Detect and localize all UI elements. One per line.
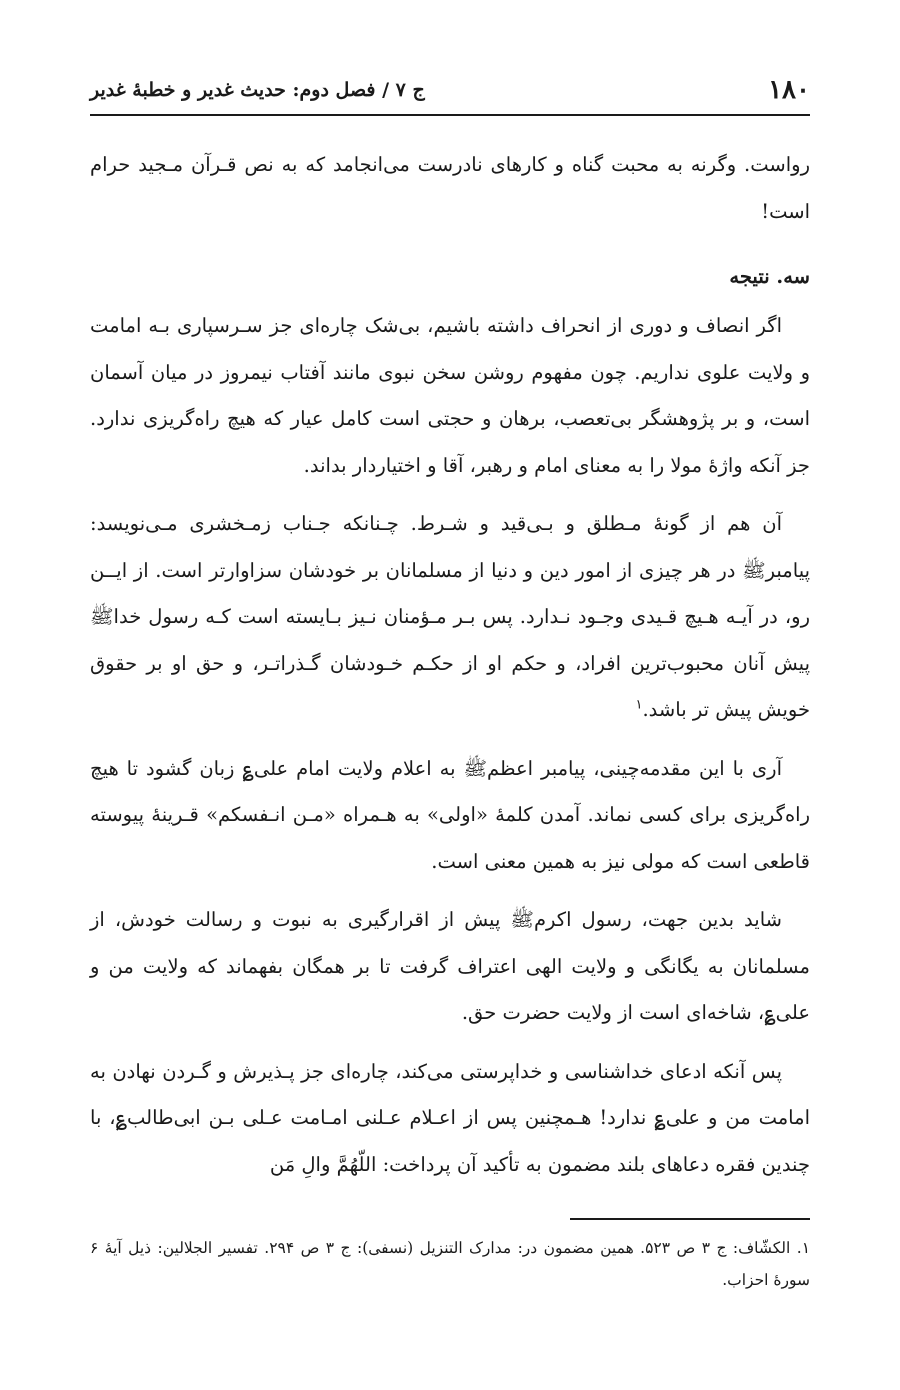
running-title: ج ۷ / فصل دوم: حدیث غدیر و خطبهٔ غدیر bbox=[90, 79, 425, 101]
paragraph-acknowledgment: شاید بدین جهت، رسول اکرم‌ﷺ پیش از اقرارگیری به نبوت و رسالت خودش، از مسلمانان به یگانگی و ولایت الهی اعتراف گرفت تا بر همگان بفهماند که ولایت من و علی‌؏، شاخه‌ای است از ولایت حضرت حق. bbox=[90, 908, 810, 1024]
paragraph-continuation: رواست. وگرنه به محبت گناه و کارهای نادرست می‌انجامد که به نص قـرآن مـجید حرام است! bbox=[90, 153, 810, 223]
paragraph-zamakhshari bbox=[90, 501, 810, 734]
running-head bbox=[90, 70, 810, 110]
paragraph-conclusion: اگر انصاف و دوری از انحراف داشته باشیم، بی‌شک چاره‌ای جز سـرسپاری بـه امامت و ولایت علوی نداریم. چون مفهوم روشن سخن نبوی مانند آفتاب نیمروز در میان آسمان است، و بر پژوهشگر بی‌تعصب، برهان و حجتی است کامل عیار که هیچ راه‌گریزی ندارد. جز آنکه واژهٔ مولا را به معنای امام و رهبر، آقا و اختیاردار بداند. bbox=[90, 314, 810, 477]
footnote-marker: ۱ bbox=[635, 697, 643, 713]
footnote: ۱. الکشّاف: ج ۳ ص ۵۲۳. همین مضمون در: مدارک التنزیل (نسفی): ج ۳ ص ۲۹۴. تفسیر الجلالین: ذیل آیهٔ ۶ سورهٔ احزاب. bbox=[90, 1239, 811, 1289]
book-page bbox=[90, 0, 810, 1390]
header-rule bbox=[90, 114, 810, 116]
paragraph-acceptance: پس آنکه ادعای خداشناسی و خداپرستی می‌کند، چاره‌ای جز پـذیرش و گـردن نهادن به امامت من و علی‌؏ ندارد! هـمچنین پس از اعـلام عـلنی امـامت عـلی بـن ابی‌طالب‌؏، با چندین فقره دعاهای بلند مضمون به تأکید آن پرداخت: اللّهُمَّ والِ مَن bbox=[90, 1059, 810, 1176]
main-text bbox=[90, 142, 810, 1200]
section-heading: سه. نتیجه bbox=[729, 265, 810, 288]
page-number: ۱۸۰ bbox=[768, 75, 810, 105]
paragraph-announcement: آری با این مقدمه‌چینی، پیامبر اعظم‌ﷺ به اعلام ولایت امام علی‌؏ زبان گشود تا هیچ راه‌گریزی برای کسی نماند. آمدن کلمهٔ «اولی» به هـمراه «مـن انـفسکم» قـرینهٔ پیوسته قاطعی است که مولی نیز به همین معنی است. bbox=[90, 756, 810, 873]
footnote-rule bbox=[570, 1218, 810, 1220]
paragraph-zamakhshari-text: آن هم از گونهٔ مـطلق و بـی‌قید و شـرط. چـنانکه جـناب زمـخشری مـی‌نویسد: پیامبر‌ﷺ در هر چیزی از امور دین و دنیا از مسلمانان بر خودشان سزاوارتر است. از ایــن رو، در آیـه هـیچ قـیدی وجـود نـدارد. پس بـر مـؤمنان نـیز بـایسته است کـه رسول خدا‌ﷺ پیش آنان محبوب‌ترین افراد، و حکم او از حکـم خـودشان گـذراتـر، و حق او بر حقوق خویش پیش تر باشد. bbox=[90, 512, 810, 721]
